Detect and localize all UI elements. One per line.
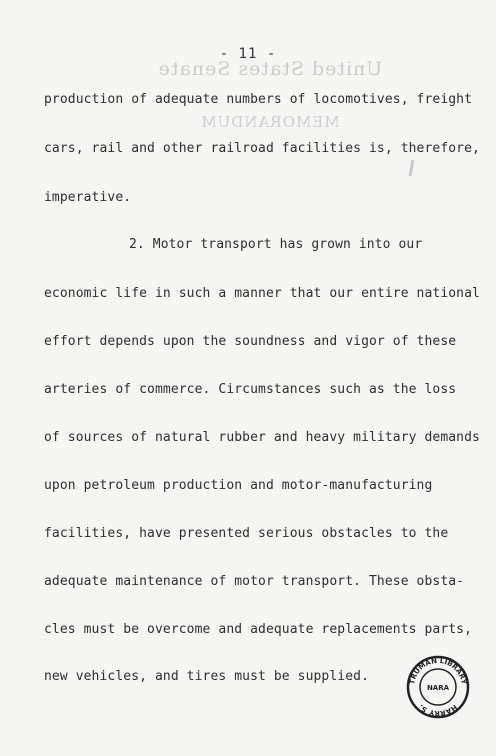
paragraph-2-first-line: 2. Motor transport has grown into our [129,237,423,252]
text-line: cars, rail and other railroad facilities is, therefore, [44,141,480,156]
text-line: adequate maintenance of motor transport. These obsta- [44,574,465,589]
svg-text:TRUMAN LIBRARY [408,657,468,686]
memorandum-watermark: MEMORANDUM [200,113,340,131]
text-line: facilities, have presented serious obstacles to the [44,526,449,541]
truman-library-stamp [406,655,470,719]
stamp-center-text: NARA [426,684,450,692]
text-line: effort depends upon the soundness and vigor of these [44,334,457,349]
text-line: cles must be overcome and adequate replacements parts, [44,622,473,637]
text-line: upon petroleum production and motor-manufacturing [44,478,433,493]
stamp-top-text: TRUMAN LIBRARY [408,656,468,685]
text-line: of sources of natural rubber and heavy military demands [44,430,480,445]
text-line: new vehicles, and tires must be supplied. [44,669,369,684]
text-line: imperative. [44,190,132,205]
page-number: - 11 - [219,46,277,62]
stamp-bottom-text: HARRY S. [417,702,459,718]
paper-speck [409,160,415,176]
text-line: arteries of commerce. Circumstances such as the loss [44,382,457,397]
text-line: production of adequate numbers of locomotives, freight [44,92,473,107]
senate-letterhead-watermark: United States Senate [157,58,383,80]
text-line: economic life in such a manner that our entire national [44,286,480,301]
